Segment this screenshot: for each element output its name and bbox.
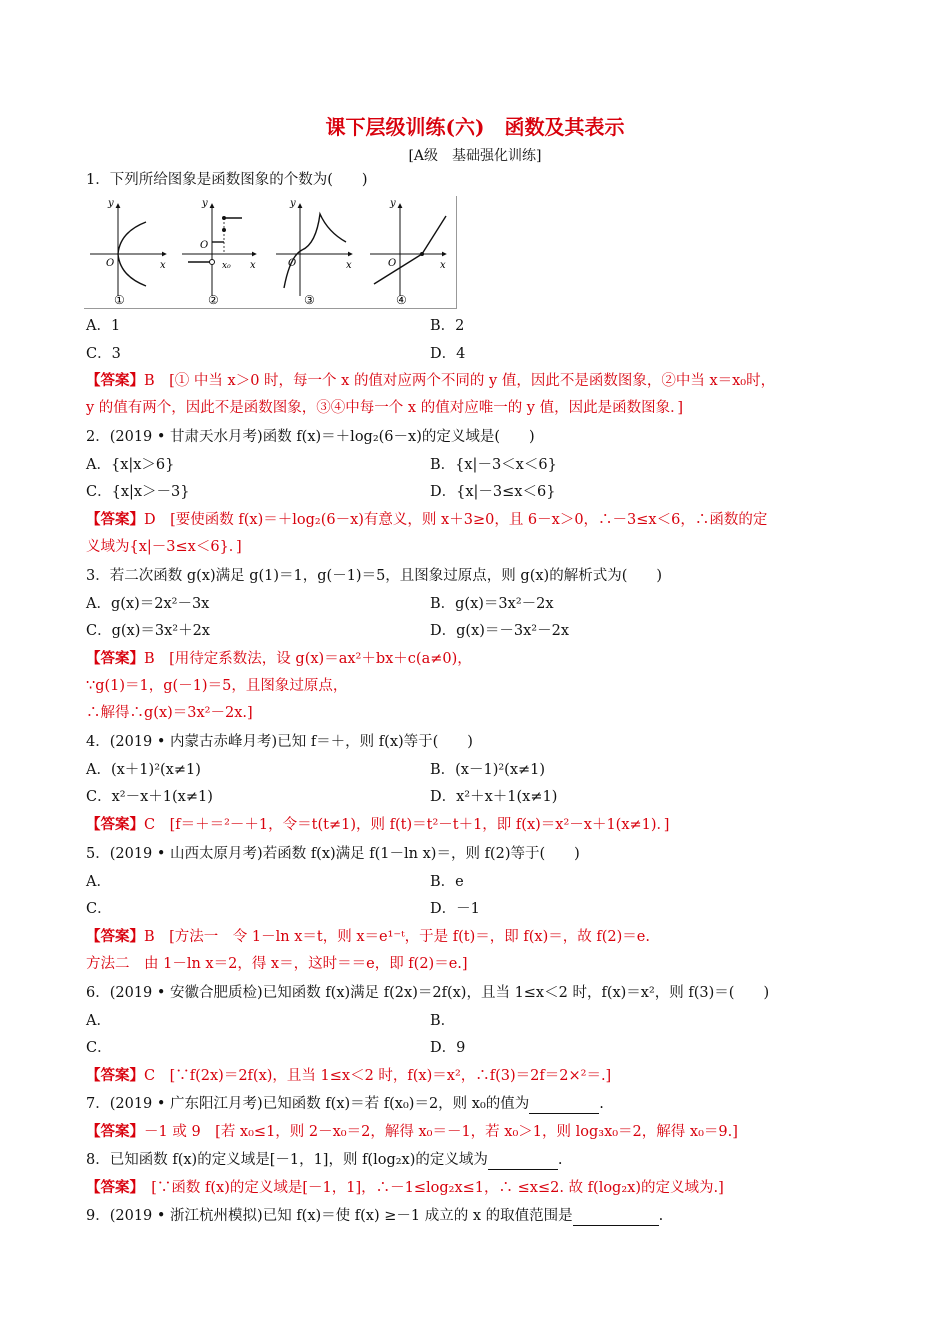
graph4-y-label: y — [390, 198, 396, 209]
graph1-y-label: y — [108, 198, 114, 209]
answer-tag: 【答案】 — [86, 511, 144, 528]
graph1-origin-label: O — [106, 258, 115, 269]
q4-answer-text-1: C [f＝＋＝²－＋1，令＝t(t≠1)，则 f(t)＝t²－t＋1，即 f(x)＝x²－x＋1(x≠1)．] — [144, 817, 670, 833]
q1-figure — [84, 196, 457, 309]
page-title: 课下层级训练(六) 函数及其表示 — [325, 115, 625, 139]
graph3-origin-label: O — [288, 258, 297, 269]
q2-option-d: D．{x|－3≤x＜6} — [430, 484, 556, 500]
q3-answer-text-2: ∵g(1)＝1，g(－1)＝5，且图象过原点， — [86, 678, 348, 694]
q1-answer-text-1: B [① 中当 x＞0 时，每一个 x 的值对应两个不同的 y 值，因此不是函数图象，②中当 x＝x₀时， — [144, 373, 776, 389]
q6-answer — [86, 1066, 611, 1086]
answer-tag: 【答案】 — [86, 372, 144, 389]
q4-option-d: D．x²＋x＋1(x≠1) — [430, 789, 558, 805]
q2-answer-text-1: D [要使函数 f(x)＝＋log₂(6－x)有意义，则 x＋3≥0，且 6－x＞0，∴－3≤x＜6，∴函数的定 — [144, 512, 768, 528]
q8-stem-text: 8．已知函数 f(x)的定义域是[－1，1]，则 f(log₂x)的定义域为 — [86, 1152, 488, 1168]
q2-stem: 2．(2019 • 甘肃天水月考)函数 f(x)＝＋log₂(6－x)的定义域是( ) — [86, 429, 535, 445]
q7-stem — [86, 1094, 604, 1114]
q6-answer-text-1: C [∵f(2x)＝2f(x)，且当 1≤x＜2 时，f(x)＝x²，∴f(3)＝2f＝2×²＝.] — [144, 1068, 612, 1084]
q8-answer-blank — [488, 1155, 558, 1170]
graph3-x-label: x — [346, 260, 352, 271]
q9-stem-end: . — [658, 1208, 664, 1224]
q4-option-b: B．(x－1)²(x≠1) — [430, 762, 546, 778]
q6-option-c: C． — [86, 1040, 112, 1056]
graph2-y-label: y — [202, 198, 208, 209]
graph-2 — [182, 198, 256, 307]
q1-option-d: D．4 — [430, 346, 466, 362]
q2-answer — [86, 510, 767, 530]
q6-option-a: A． — [86, 1013, 111, 1029]
q3-option-b: B．g(x)＝3x²－2x — [430, 596, 554, 612]
q1-stem: 1．下列所给图象是函数图象的个数为( ) — [86, 172, 368, 188]
graph2-number: ② — [208, 293, 219, 307]
q5-option-b: B．e — [430, 874, 464, 890]
q5-answer — [86, 927, 650, 947]
q2-option-c: C．{x|x＞－3} — [86, 484, 190, 500]
q9-stem — [86, 1206, 663, 1226]
q2-option-b: B．{x|－3＜x＜6} — [430, 457, 557, 473]
graph4-x-label: x — [440, 260, 446, 271]
q9-stem-text: 9．(2019 • 浙江杭州模拟)已知 f(x)＝使 f(x) ≥－1 成立的 x 的取值范围是 — [86, 1208, 573, 1224]
answer-tag: 【答案】 — [86, 928, 144, 945]
q3-option-c: C．g(x)＝3x²＋2x — [86, 623, 210, 639]
graph4-number: ④ — [396, 293, 407, 307]
q7-answer-text-1: －1 或 9 [若 x₀≤1，则 2－x₀＝2，解得 x₀＝－1，若 x₀＞1，则 log₃x₀＝2，解得 x₀＝9.] — [144, 1124, 738, 1140]
q4-option-c: C．x²－x＋1(x≠1) — [86, 789, 213, 805]
graph1-x-label: x — [160, 260, 166, 271]
graph2-origin-label: O — [200, 240, 209, 251]
answer-tag: 【答案】 — [86, 650, 144, 667]
q6-option-b: B． — [430, 1013, 456, 1029]
q1-answer — [86, 371, 775, 391]
graph4-origin-label: O — [388, 258, 397, 269]
q3-answer-text-1: B [用待定系数法，设 g(x)＝ax²＋bx＋c(a≠0)， — [144, 651, 472, 667]
q3-answer-text-3: ∴解得∴g(x)＝3x²－2x.] — [86, 705, 253, 721]
function-graphs-figure — [84, 196, 456, 308]
q3-option-a: A．g(x)＝2x²－3x — [86, 596, 210, 612]
q5-answer-text-1: B [方法一 令 1－ln x＝t，则 x＝e¹⁻ᵗ，于是 f(t)＝，即 f(x)＝，故 f(2)＝e. — [144, 929, 650, 945]
graph2-x0-label: x₀ — [222, 261, 231, 271]
graph2-x-label: x — [250, 260, 256, 271]
answer-tag: 【答案】 — [86, 1123, 144, 1140]
q5-stem: 5．(2019 • 山西太原月考)若函数 f(x)满足 f(1－ln x)＝，则 f(2)等于( ) — [86, 846, 580, 862]
q4-answer — [86, 815, 669, 835]
q3-option-d: D．g(x)＝－3x²－2x — [430, 623, 570, 639]
q7-answer-blank — [529, 1099, 599, 1114]
q6-stem: 6．(2019 • 安徽合肥质检)已知函数 f(x)满足 f(2x)＝2f(x)，且当 1≤x＜2 时，f(x)＝x²，则 f(3)＝( ) — [86, 985, 770, 1001]
q3-stem: 3．若二次函数 g(x)满足 g(1)＝1，g(－1)＝5，且图象过原点，则 g(x)的解析式为( ) — [86, 568, 663, 584]
q9-answer-blank — [573, 1211, 659, 1226]
q5-option-d: D．－1 — [430, 901, 480, 917]
graph1-number: ① — [114, 293, 125, 307]
q8-stem — [86, 1150, 563, 1170]
graph-1 — [90, 198, 166, 307]
q2-answer-text-2: 义域为{x|－3≤x＜6}．] — [86, 539, 242, 555]
q1-answer-text-2: y 的值有两个，因此不是函数图象，③④中每一个 x 的值对应唯一的 y 值，因此是函数图象．] — [86, 400, 684, 416]
q5-option-c: C． — [86, 901, 112, 917]
answer-tag: 【答案】 — [86, 816, 144, 833]
q7-stem-text: 7．(2019 • 广东阳江月考)已知函数 f(x)＝若 f(x₀)＝2，则 x₀的值为 — [86, 1096, 530, 1112]
q3-answer — [86, 649, 472, 669]
q5-option-a: A． — [86, 874, 111, 890]
q7-answer — [86, 1122, 738, 1142]
q7-stem-end: . — [599, 1096, 604, 1112]
graph3-y-label: y — [290, 198, 296, 209]
graph-4 — [370, 198, 446, 307]
q1-option-a: A．1 — [86, 318, 121, 334]
answer-tag: 【答案】 — [86, 1179, 137, 1196]
answer-tag: 【答案】 — [86, 1067, 144, 1084]
q1-option-b: B．2 — [430, 318, 465, 334]
q2-option-a: A．{x|x＞6} — [86, 457, 175, 473]
q6-option-d: D．9 — [430, 1040, 466, 1056]
q5-answer-text-2: 方法二 由 1－ln x＝2，得 x＝，这时＝＝e，即 f(2)＝e.] — [86, 956, 468, 972]
q8-answer — [86, 1178, 724, 1198]
graph-3 — [276, 198, 352, 307]
q1-option-c: C．3 — [86, 346, 121, 362]
section-subtitle: [A级 基础强化训练] — [408, 148, 542, 164]
q8-stem-end: . — [557, 1152, 563, 1168]
q4-option-a: A．(x＋1)²(x≠1) — [86, 762, 201, 778]
q8-answer-text-1: [∵函数 f(x)的定义域是[－1，1]，∴－1≤log₂x≤1，∴ ≤x≤2. 故 f(log₂x)的定义域为.] — [136, 1180, 724, 1196]
q4-stem: 4．(2019 • 内蒙古赤峰月考)已知 f＝＋，则 f(x)等于( ) — [86, 734, 473, 750]
graph3-number: ③ — [304, 293, 315, 307]
